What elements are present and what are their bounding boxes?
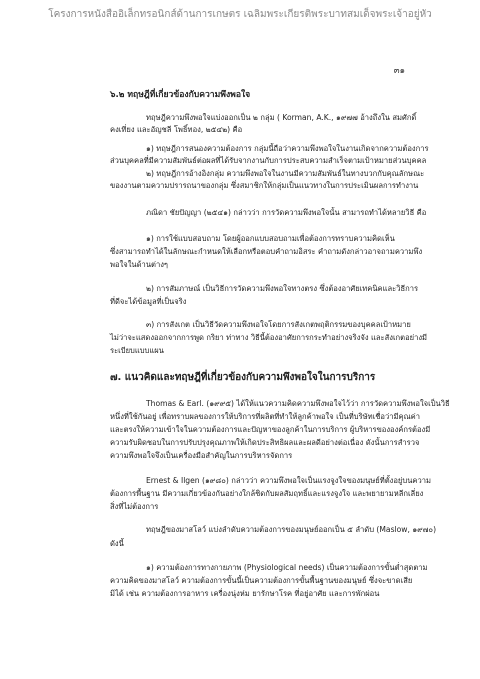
paragraph-line: ๓) การสังเกต เป็นวิธีวัดความพึงพอใจโดยการสังเกตพฤติกรรมของบุคคลเป้าหมาย: [146, 320, 411, 329]
paragraph-line: ๒) ทฤษฎีการอ้างอิงกลุ่ม ความพึงพอใจในงานมีความสัมพันธ์ในทางบวกกับคุณลักษณะ: [146, 169, 425, 178]
paragraph-line: ทฤษฎีความพึงพอใจแบ่งออกเป็น ๒ กลุ่ม ( Korman, A.K., ๑๙๗๗ อ้างถึงใน สมศักดิ์: [146, 113, 417, 122]
paragraph-line: ๑) ความต้องการทางกายภาพ (Physiological needs) เป็นความต้องการขั้นต่ำสุดตาม: [146, 563, 428, 572]
paragraph-line: ความพึงพอใจจึงเป็นเครื่องมือสำคัญในการบริหารจัดการ: [110, 451, 293, 460]
paragraph-line: ภณิดา ชัยปัญญา (๒๕๔๑) กล่าวว่า การวัดความพึงพอใจนั้น สามารถทำได้หลายวิธี คือ: [146, 208, 427, 217]
paragraph-line: ที่ดีจะได้ข้อมูลที่เป็นจริง: [110, 297, 187, 306]
paragraph-line: และตรงให้ความเข้าใจในความต้องการและปัญหาของลูกค้าในการบริการ ผู้บริหารขององค์กรต้องมี: [110, 425, 431, 434]
paragraph-line: ความคิดของมาสโลว์ ความต้องการขั้นนี้เป็นความต้องการขั้นพื้นฐานของมนุษย์ ซึ่งจะขาดเสีย: [110, 576, 413, 585]
page-number: ๓๑: [393, 66, 405, 76]
paragraph-line: ๒) การสัมภาษณ์ เป็นวิธีการวัดความพึงพอใจทางตรง ซึ่งต้องอาศัยเทคนิคและวิธีการ: [146, 284, 419, 293]
paragraph-line: สิ่งที่ไม่ต้องการ: [110, 502, 159, 511]
page-header: โครงการหนังสืออิเล็กทรอนิกส์ด้านการเกษตร เฉลิมพระเกียรติพระบาทสมเด็จพระเจ้าอยู่หัว: [48, 9, 432, 20]
paragraph-line: ส่วนบุคคลที่มีความสัมพันธ์ต่อผลที่ได้รับจากงานกับการประสบความสำเร็จตามเป้าหมายส่วนบุคคล: [110, 156, 427, 165]
paragraph-line: ต้องการพื้นฐาน มีความเกี่ยวข้องกันอย่างใกล้ชิดกับผลสัมฤทธิ์และแรงจูงใจ และพยายามหลีกเลี่ยง: [110, 489, 424, 498]
paragraph-line: ระเบียบแบบแผน: [110, 346, 164, 355]
paragraph-line: ไม่ว่าจะแสดงออกจากการพูด กริยา ท่าทาง วิธีนี้ต้องอาศัยการกระทำอย่างจริงจัง และสังเกตอย่างมี: [110, 333, 428, 342]
paragraph-line: พอใจในด้านต่างๆ: [110, 260, 168, 269]
section-heading-6-2: ๖.๒ ทฤษฎีที่เกี่ยวข้องกับความพึงพอใจ: [110, 90, 251, 100]
paragraph-line: หนึ่งที่ใช้กันอยู่ เพื่อทราบผลของการให้บริการที่ผลิตที่ทำให้ลูกค้าพอใจ เป็นที่บริษัทเชื่อว่ามีคุณค่า: [110, 412, 420, 421]
paragraph-line: Thomas & Earl. (๑๙๙๕) ได้ให้แนวความคิดความพึงพอใจไว้ว่า การวัดความพึงพอใจเป็นวิธี: [146, 399, 450, 408]
paragraph-line: ดังนี้: [110, 539, 124, 548]
paragraph-line: คงเที่ยง และอัญชลี โพธิ์ทอง, ๒๕๔๒) คือ: [110, 125, 243, 134]
paragraph-line: ๑) ทฤษฎีการสนองความต้องการ กลุ่มนี้ถือว่าความพึงพอใจในงานเกิดจากความต้องการ: [146, 144, 429, 153]
paragraph-line: ทฤษฎีของมาสโลว์ แบ่งลำดับความต้องการของมนุษย์ออกเป็น ๕ ลำดับ (Maslow, ๑๙๗๐): [146, 525, 437, 534]
section-heading-7: ๗. แนวคิดและทฤษฎีที่เกี่ยวข้องกับความพึงพอใจในการบริการ: [110, 372, 376, 383]
paragraph-line: มิได้ เช่น ความต้องการอาหาร เครื่องนุ่งห่ม ยารักษาโรค ที่อยู่อาศัย และการพักผ่อน: [110, 589, 380, 598]
paragraph-line: ซึ่งสามารถทำได้ในลักษณะกำหนดให้เลือกหรือตอบคำถามอิสระ คำถามดังกล่าวอาจถามความพึง: [110, 247, 423, 256]
paragraph-line: ของงานตามความปรารถนาของกลุ่ม ซึ่งสมาชิกให้กลุ่มเป็นแนวทางในการประเมินผลการทำงาน: [110, 181, 419, 190]
paragraph-line: ๑) การใช้แบบสอบถาม โดยผู้ออกแบบสอบถามเพื่อต้องการทราบความคิดเห็น: [146, 234, 395, 243]
paragraph-line: Ernest & Ilgen (๑๙๘๐) กล่าวว่า ความพึงพอใจเป็นแรงจูงใจของมนุษย์ที่ตั้งอยู่บนความ: [146, 476, 432, 485]
paragraph-line: ความรับผิดชอบในการปรับปรุงคุณภาพให้เกิดประสิทธิผลและผลดีอย่างต่อเนื่อง ดังนั้นการสำรวจ: [110, 438, 420, 447]
